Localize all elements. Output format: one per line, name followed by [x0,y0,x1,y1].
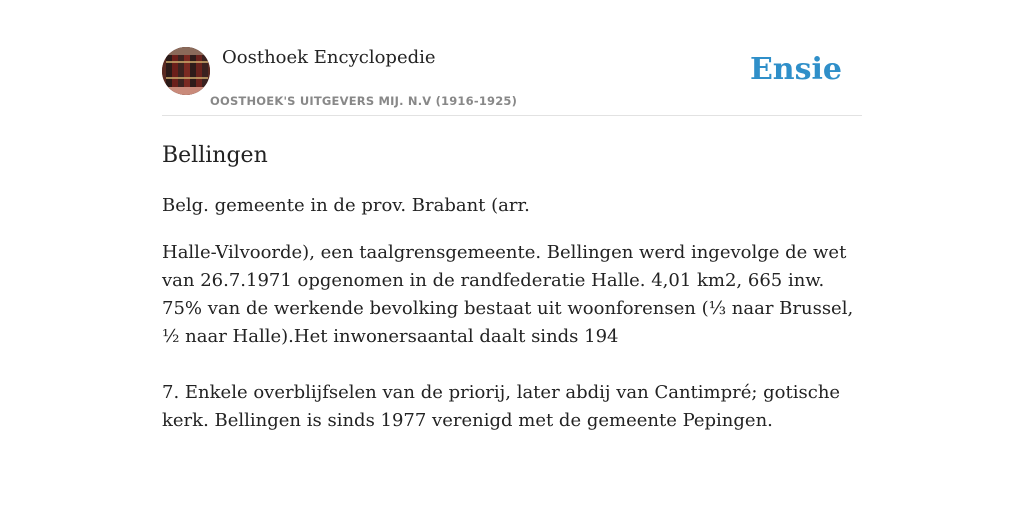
article-card [162,46,862,435]
article-title: Bellingen [162,143,268,168]
encyclopedia-books-icon[interactable] [162,47,210,95]
publisher-label: OOSTHOEK'S UITGEVERS MIJ. N.V (1916-1925) [210,94,518,108]
article-paragraph: Halle-Vilvoorde), een taalgrensgemeente. Bellingen werd ingevolge de wet van 26.7.1971 opgenomen in de randfederatie Halle. 4,01 km2, 665 inw. 75% van de werkende bevolking bestaat uit woonforensen (⅓ naar Brussel, ½ naar Halle).Het inwonersaantal daalt sinds 194 [162,242,854,347]
article-header [162,46,862,116]
article-paragraph: 7. Enkele overblijfselen van de priorij, later abdij van Cantimpré; gotische kerk. Bellingen is sinds 1977 verenigd met de gemeente Pepingen. [162,382,841,431]
ensie-logo-link[interactable]: Ensie [749,52,842,87]
publication-name[interactable]: Oosthoek Encyclopedie [222,47,436,68]
article-paragraph: Belg. gemeente in de prov. Brabant (arr. [162,195,530,216]
